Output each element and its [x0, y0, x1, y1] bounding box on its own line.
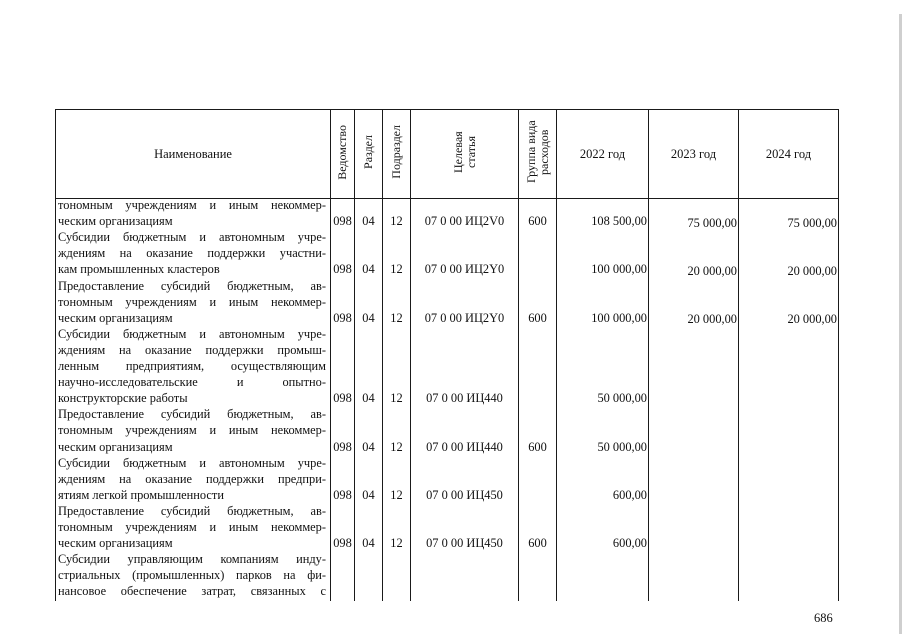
name-line: тономным учреждениям и иным некоммер- — [58, 198, 326, 212]
name-line: Предоставление субсидий бюджетным, ав- — [58, 278, 326, 293]
ministry-column — [331, 199, 354, 601]
name-line: Субсидии бюджетным и автономным учре- — [58, 230, 326, 245]
budget-table — [55, 109, 839, 601]
ministry-cell: 098 — [333, 262, 352, 277]
header-2024: 2024 год — [739, 110, 839, 199]
name-line: ждениям на оказание поддержки промыш- — [58, 342, 326, 357]
name-line: научно-исследовательские и опытно- — [58, 375, 326, 390]
name-line: конструкторские работы — [58, 391, 188, 406]
header-section: Раздел — [355, 110, 383, 199]
section-cell: 04 — [362, 487, 375, 502]
name-line: ческим организациям — [58, 214, 173, 229]
amount-2022-cell: 600,00 — [612, 536, 647, 551]
name-line: ждениям на оказание поддержки предпри- — [58, 471, 326, 486]
target-cell: 07 0 00 ИЦ450 — [426, 487, 503, 502]
expense-group-cell: 600 — [528, 536, 547, 551]
expense-group-cell: 600 — [528, 214, 547, 229]
header-row — [56, 110, 839, 199]
amount-2022-cell: 100 000,00 — [591, 310, 647, 325]
amount-2022-cell: 108 500,00 — [591, 214, 647, 229]
section-column — [355, 199, 382, 601]
target-column — [411, 199, 518, 601]
expense-group-cell: 600 — [528, 310, 547, 325]
name-line: ческим организациям — [58, 536, 173, 551]
section-cell: 04 — [362, 310, 375, 325]
section-cell: 04 — [362, 262, 375, 277]
name-line: Субсидии бюджетным и автономным учре- — [58, 455, 326, 470]
section-cell: 04 — [362, 391, 375, 406]
header-ministry: Ведомство — [331, 110, 355, 199]
name-line: ленным предприятиям, осуществляющим — [58, 359, 326, 373]
table-body — [56, 199, 839, 602]
ministry-cell: 098 — [333, 536, 352, 551]
amount-2024-column — [739, 199, 838, 601]
name-column — [56, 199, 330, 601]
amount-2023-cell: 20 000,00 — [687, 263, 737, 278]
header-target: Целевая статья — [411, 110, 519, 199]
ministry-cell: 098 — [333, 214, 352, 229]
amount-2022-cell: 600,00 — [612, 487, 647, 502]
name-line: нансовое обеспечение затрат, связанных с — [58, 584, 326, 599]
name-line: тономным учреждениям и иным некоммер- — [58, 520, 326, 534]
name-line: стриальных (промышленных) парков на фи- — [58, 568, 326, 583]
target-cell: 07 0 00 ИЦ440 — [426, 439, 503, 454]
amount-2022-cell: 100 000,00 — [591, 262, 647, 277]
name-line: Предоставление субсидий бюджетным, ав- — [58, 407, 326, 422]
amount-2024-cell: 75 000,00 — [787, 215, 837, 230]
page-edge — [899, 14, 902, 634]
name-line: Предоставление субсидий бюджетным, ав- — [58, 503, 326, 518]
subsection-cell: 12 — [390, 487, 403, 502]
subsection-cell: 12 — [390, 536, 403, 551]
name-line: ятиям легкой промышленности — [58, 487, 224, 502]
header-subsection: Подраздел — [383, 110, 411, 199]
amount-2022-column — [557, 199, 648, 601]
header-expense-group: Группа вида расходов — [519, 110, 557, 199]
expense-group-column — [519, 199, 556, 601]
amount-2023-cell: 75 000,00 — [687, 215, 737, 230]
section-cell: 04 — [362, 536, 375, 551]
name-line: ждениям на оказание поддержки участни- — [58, 246, 326, 261]
name-line: тономным учреждениям и иным некоммер- — [58, 423, 326, 438]
ministry-cell: 098 — [333, 487, 352, 502]
section-cell: 04 — [362, 439, 375, 454]
target-cell: 07 0 00 ИЦ450 — [426, 536, 503, 551]
header-2022: 2022 год — [557, 110, 649, 199]
target-cell: 07 0 00 ИЦ440 — [426, 391, 503, 406]
ministry-cell: 098 — [333, 439, 352, 454]
name-line: ческим организациям — [58, 310, 173, 325]
target-cell: 07 0 00 ИЦ2Y0 — [424, 262, 505, 277]
ministry-cell: 098 — [333, 391, 352, 406]
amount-2023-column — [649, 199, 738, 601]
subsection-column — [383, 199, 410, 601]
subsection-cell: 12 — [390, 310, 403, 325]
amount-2024-cell: 20 000,00 — [787, 263, 837, 278]
expense-group-cell: 600 — [528, 439, 547, 454]
amount-2024-cell: 20 000,00 — [787, 312, 837, 327]
header-2023: 2023 год — [649, 110, 739, 199]
ministry-cell: 098 — [333, 310, 352, 325]
page-number: 686 — [814, 611, 833, 625]
subsection-cell: 12 — [390, 439, 403, 454]
subsection-cell: 12 — [390, 262, 403, 277]
name-line: ческим организациям — [58, 439, 173, 454]
target-cell: 07 0 00 ИЦ2Y0 — [424, 310, 505, 325]
name-line: Субсидии управляющим компаниям инду- — [58, 552, 326, 567]
amount-2023-cell: 20 000,00 — [687, 312, 737, 327]
subsection-cell: 12 — [390, 391, 403, 406]
name-line: кам промышленных кластеров — [58, 262, 220, 277]
subsection-cell: 12 — [390, 214, 403, 229]
amount-2022-cell: 50 000,00 — [597, 391, 647, 406]
name-line: тономным учреждениям и иным некоммер- — [58, 294, 326, 309]
name-line: Субсидии бюджетным и автономным учре- — [58, 326, 326, 341]
section-cell: 04 — [362, 214, 375, 229]
amount-2022-cell: 50 000,00 — [597, 439, 647, 454]
target-cell: 07 0 00 ИЦ2V0 — [424, 214, 505, 229]
header-name: Наименование — [56, 110, 331, 199]
